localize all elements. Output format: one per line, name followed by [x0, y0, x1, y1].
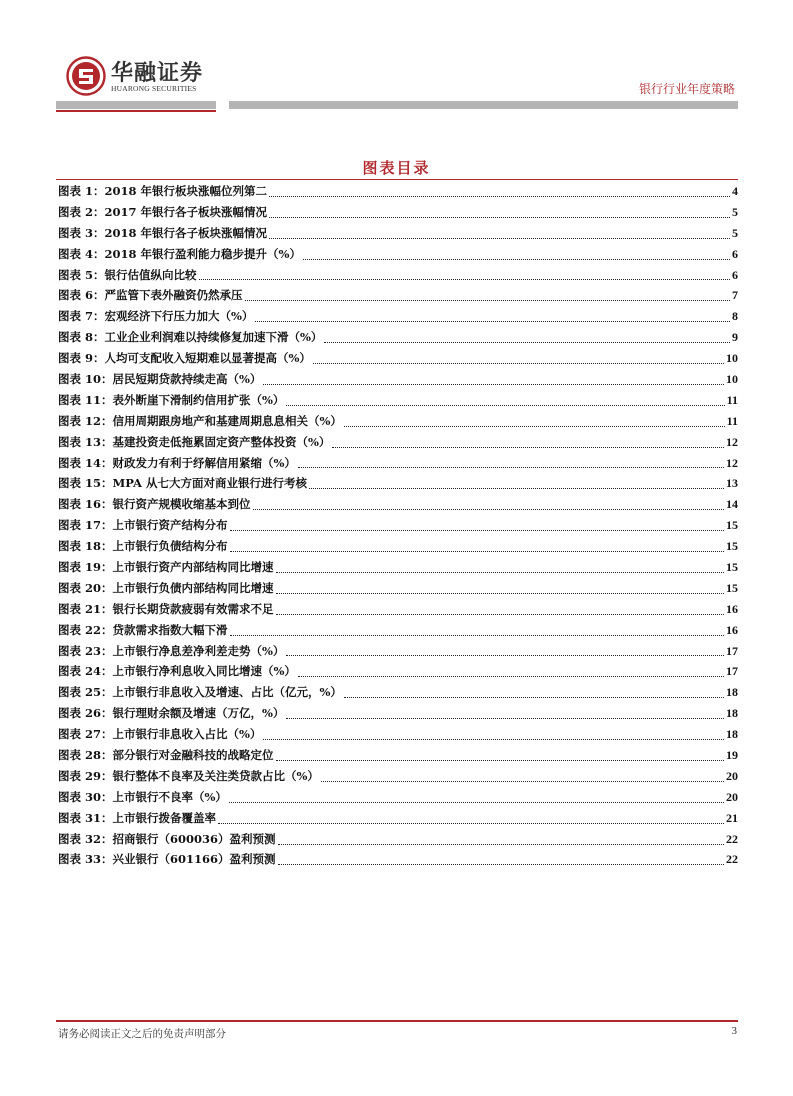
toc-entry-page[interactable]: 19	[726, 748, 738, 763]
toc-entry-page[interactable]: 15	[726, 539, 738, 554]
toc-entry-page[interactable]: 7	[732, 288, 738, 303]
toc-entry-label[interactable]: 图表 6：严监管下表外融资仍然承压	[58, 288, 243, 303]
page-header	[0, 0, 793, 112]
figure-toc-list	[58, 181, 738, 870]
toc-dot-leader	[269, 217, 730, 218]
toc-entry[interactable]	[58, 390, 738, 411]
toc-entry[interactable]	[58, 327, 738, 348]
toc-entry-label[interactable]: 图表 31：上市银行拨备覆盖率	[58, 810, 217, 825]
toc-entry-label[interactable]: 图表 4：2018 年银行盈利能力稳步提升（%）	[58, 246, 301, 261]
toc-entry-page[interactable]: 14	[726, 497, 738, 512]
toc-dot-leader	[263, 384, 724, 385]
toc-entry[interactable]	[58, 703, 738, 724]
toc-dot-leader	[344, 426, 725, 427]
toc-entry-label[interactable]: 图表 18：上市银行负债结构分布	[58, 539, 228, 554]
header-rule-left	[56, 101, 216, 109]
toc-dot-leader	[253, 509, 724, 510]
toc-entry-label[interactable]: 图表 33：兴业银行（601166）盈利预测	[58, 852, 276, 867]
toc-entry-label[interactable]: 图表 8：工业企业利润难以持续修复加速下滑（%）	[58, 330, 323, 345]
toc-entry[interactable]	[58, 829, 738, 850]
toc-dot-leader	[230, 551, 724, 552]
huarong-logo-icon	[66, 56, 106, 96]
toc-entry-page[interactable]: 21	[726, 810, 738, 825]
toc-entry-label[interactable]: 图表 22：贷款需求指数大幅下滑	[58, 622, 228, 637]
toc-entry[interactable]	[58, 494, 738, 515]
toc-entry[interactable]	[58, 181, 738, 202]
toc-dot-leader	[278, 844, 724, 845]
header-accent-rule	[56, 110, 216, 112]
toc-title-rule	[56, 179, 738, 180]
toc-entry-page[interactable]: 15	[726, 518, 738, 533]
toc-entry-label[interactable]: 图表 17：上市银行资产结构分布	[58, 518, 228, 533]
toc-entry-label[interactable]: 图表 11：表外断崖下滑制约信用扩张（%）	[58, 392, 285, 407]
toc-entry-label[interactable]: 图表 5：银行估值纵向比较	[58, 267, 197, 282]
toc-entry-page[interactable]: 18	[726, 685, 738, 700]
toc-title: 图表目录	[362, 159, 431, 177]
toc-entry-page[interactable]: 8	[732, 309, 738, 324]
toc-entry[interactable]	[58, 850, 738, 871]
toc-entry[interactable]	[58, 515, 738, 536]
toc-entry[interactable]	[58, 369, 738, 390]
toc-dot-leader	[309, 488, 724, 489]
toc-dot-leader	[218, 823, 724, 824]
toc-entry-page[interactable]: 5	[732, 204, 738, 219]
toc-entry[interactable]	[58, 473, 738, 494]
footer-disclaimer: 请务必阅读正文之后的免责声明部分	[58, 1028, 226, 1040]
toc-dot-leader	[229, 802, 724, 803]
toc-entry-label[interactable]: 图表 13：基建投资走低拖累固定资产整体投资（%）	[58, 434, 331, 449]
toc-entry[interactable]	[58, 808, 738, 829]
toc-dot-leader	[286, 405, 724, 406]
toc-entry[interactable]	[58, 787, 738, 808]
toc-entry-page[interactable]: 16	[726, 601, 738, 616]
toc-dot-leader	[245, 300, 730, 301]
toc-entry-page[interactable]: 17	[726, 664, 738, 679]
footer-rule	[56, 1020, 738, 1022]
toc-dot-leader	[303, 259, 730, 260]
toc-entry-page[interactable]: 22	[726, 852, 738, 867]
toc-entry-page[interactable]: 10	[726, 351, 738, 366]
toc-entry-page[interactable]: 16	[726, 622, 738, 637]
toc-entry[interactable]	[58, 682, 738, 703]
toc-entry-page[interactable]: 12	[726, 434, 738, 449]
toc-entry-page[interactable]: 12	[726, 455, 738, 470]
toc-dot-leader	[276, 614, 724, 615]
toc-dot-leader	[278, 864, 724, 865]
toc-entry[interactable]	[58, 745, 738, 766]
toc-entry[interactable]	[58, 599, 738, 620]
toc-dot-leader	[276, 760, 724, 761]
toc-entry-page[interactable]: 11	[726, 392, 738, 407]
toc-entry-label[interactable]: 图表 10：居民短期贷款持续走高（%）	[58, 372, 262, 386]
toc-entry-label[interactable]: 图表 26：银行理财余额及增速（万亿，%）	[58, 706, 285, 721]
toc-entry[interactable]	[58, 557, 738, 578]
toc-dot-leader	[199, 279, 730, 280]
toc-entry[interactable]	[58, 348, 738, 369]
toc-dot-leader	[332, 447, 724, 448]
toc-entry-page[interactable]: 11	[726, 413, 738, 428]
toc-entry[interactable]	[58, 432, 738, 453]
toc-entry-page[interactable]: 22	[726, 831, 738, 846]
toc-entry-page[interactable]: 18	[726, 727, 738, 742]
toc-entry-label[interactable]: 图表 19：上市银行资产内部结构同比增速	[58, 560, 274, 575]
header-rule-right	[229, 101, 738, 109]
toc-dot-leader	[276, 572, 724, 573]
toc-dot-leader	[230, 530, 724, 531]
toc-dot-leader	[313, 363, 724, 364]
toc-entry-page[interactable]: 9	[732, 330, 738, 345]
toc-dot-leader	[276, 593, 724, 594]
toc-entry-page[interactable]: 20	[726, 789, 738, 804]
toc-entry-label[interactable]: 图表 16：银行资产规模收缩基本到位	[58, 497, 251, 512]
toc-entry-page[interactable]: 6	[732, 267, 738, 282]
toc-entry[interactable]	[58, 265, 738, 286]
toc-entry-page[interactable]: 17	[726, 643, 738, 658]
toc-entry-label[interactable]: 图表 21：银行长期贷款疲弱有效需求不足	[58, 601, 274, 616]
toc-entry-page[interactable]: 15	[726, 560, 738, 575]
toc-entry-label[interactable]: 图表 32：招商银行（600036）盈利预测	[58, 831, 276, 846]
toc-entry-label[interactable]: 图表 20：上市银行负债内部结构同比增速	[58, 580, 274, 595]
brand-name-en: HUARONG SECURITIES	[111, 84, 197, 93]
toc-entry[interactable]	[58, 453, 738, 474]
toc-dot-leader	[230, 635, 724, 636]
toc-entry-label[interactable]: 图表 15：MPA 从七大方面对商业银行进行考核	[58, 476, 307, 491]
toc-entry[interactable]	[58, 244, 738, 265]
toc-entry-label[interactable]: 图表 12：信用周期跟房地产和基建周期息息相关（%）	[58, 413, 342, 428]
toc-entry-label[interactable]: 图表 30：上市银行不良率（%）	[58, 789, 227, 804]
toc-entry-page[interactable]: 5	[732, 225, 738, 240]
toc-entry[interactable]	[58, 661, 738, 682]
toc-entry-label[interactable]: 图表 27：上市银行非息收入占比（%）	[58, 727, 262, 742]
toc-entry[interactable]	[58, 223, 738, 244]
toc-entry-page[interactable]: 20	[726, 768, 738, 783]
toc-entry-label[interactable]: 图表 24：上市银行净利息收入同比增速（%）	[58, 664, 296, 679]
toc-entry[interactable]	[58, 578, 738, 599]
toc-dot-leader	[321, 781, 724, 782]
toc-dot-leader	[324, 342, 730, 343]
toc-entry-label[interactable]: 图表 14：财政发力有利于纾解信用紧缩（%）	[58, 455, 296, 470]
toc-dot-leader	[269, 196, 730, 197]
toc-entry[interactable]	[58, 306, 738, 327]
toc-entry-label[interactable]: 图表 28：部分银行对金融科技的战略定位	[58, 748, 274, 763]
toc-entry[interactable]	[58, 202, 738, 223]
toc-dot-leader	[298, 467, 724, 468]
toc-entry[interactable]	[58, 411, 738, 432]
toc-entry-label[interactable]: 图表 23：上市银行净息差净利差走势（%）	[58, 643, 285, 658]
toc-entry[interactable]	[58, 620, 738, 641]
brand-name-cn: 华融证券	[111, 61, 204, 86]
toc-entry[interactable]	[58, 766, 738, 787]
toc-entry-page[interactable]: 4	[732, 183, 738, 198]
toc-entry-page[interactable]: 10	[726, 372, 738, 386]
toc-dot-leader	[286, 655, 724, 656]
toc-entry[interactable]	[58, 285, 738, 306]
toc-entry-label[interactable]: 图表 3：2018 年银行各子板块涨幅情况	[58, 225, 268, 240]
toc-entry-label[interactable]: 图表 2：2017 年银行各子板块涨幅情况	[58, 204, 268, 219]
toc-dot-leader	[298, 676, 724, 677]
toc-dot-leader	[255, 321, 730, 322]
toc-entry-page[interactable]: 6	[732, 246, 738, 261]
toc-entry-label[interactable]: 图表 1：2018 年银行板块涨幅位列第二	[58, 183, 268, 198]
toc-entry-page[interactable]: 13	[726, 476, 738, 491]
toc-dot-leader	[269, 238, 730, 239]
toc-entry[interactable]	[58, 536, 738, 557]
toc-entry-label[interactable]: 图表 25：上市银行非息收入及增速、占比（亿元，%）	[58, 685, 342, 700]
toc-entry-page[interactable]: 15	[726, 580, 738, 595]
toc-entry-label[interactable]: 图表 7：宏观经济下行压力加大（%）	[58, 309, 254, 324]
report-type: 银行行业年度策略	[638, 82, 735, 96]
page-number: 3	[731, 1025, 737, 1037]
toc-dot-leader	[286, 718, 724, 719]
toc-dot-leader	[263, 739, 724, 740]
toc-entry[interactable]	[58, 724, 738, 745]
toc-entry-label[interactable]: 图表 9：人均可支配收入短期难以显著提高（%）	[58, 351, 311, 366]
toc-entry-label[interactable]: 图表 29：银行整体不良率及关注类贷款占比（%）	[58, 768, 319, 783]
toc-dot-leader	[344, 697, 724, 698]
toc-entry[interactable]	[58, 641, 738, 662]
toc-entry-page[interactable]: 18	[726, 706, 738, 721]
